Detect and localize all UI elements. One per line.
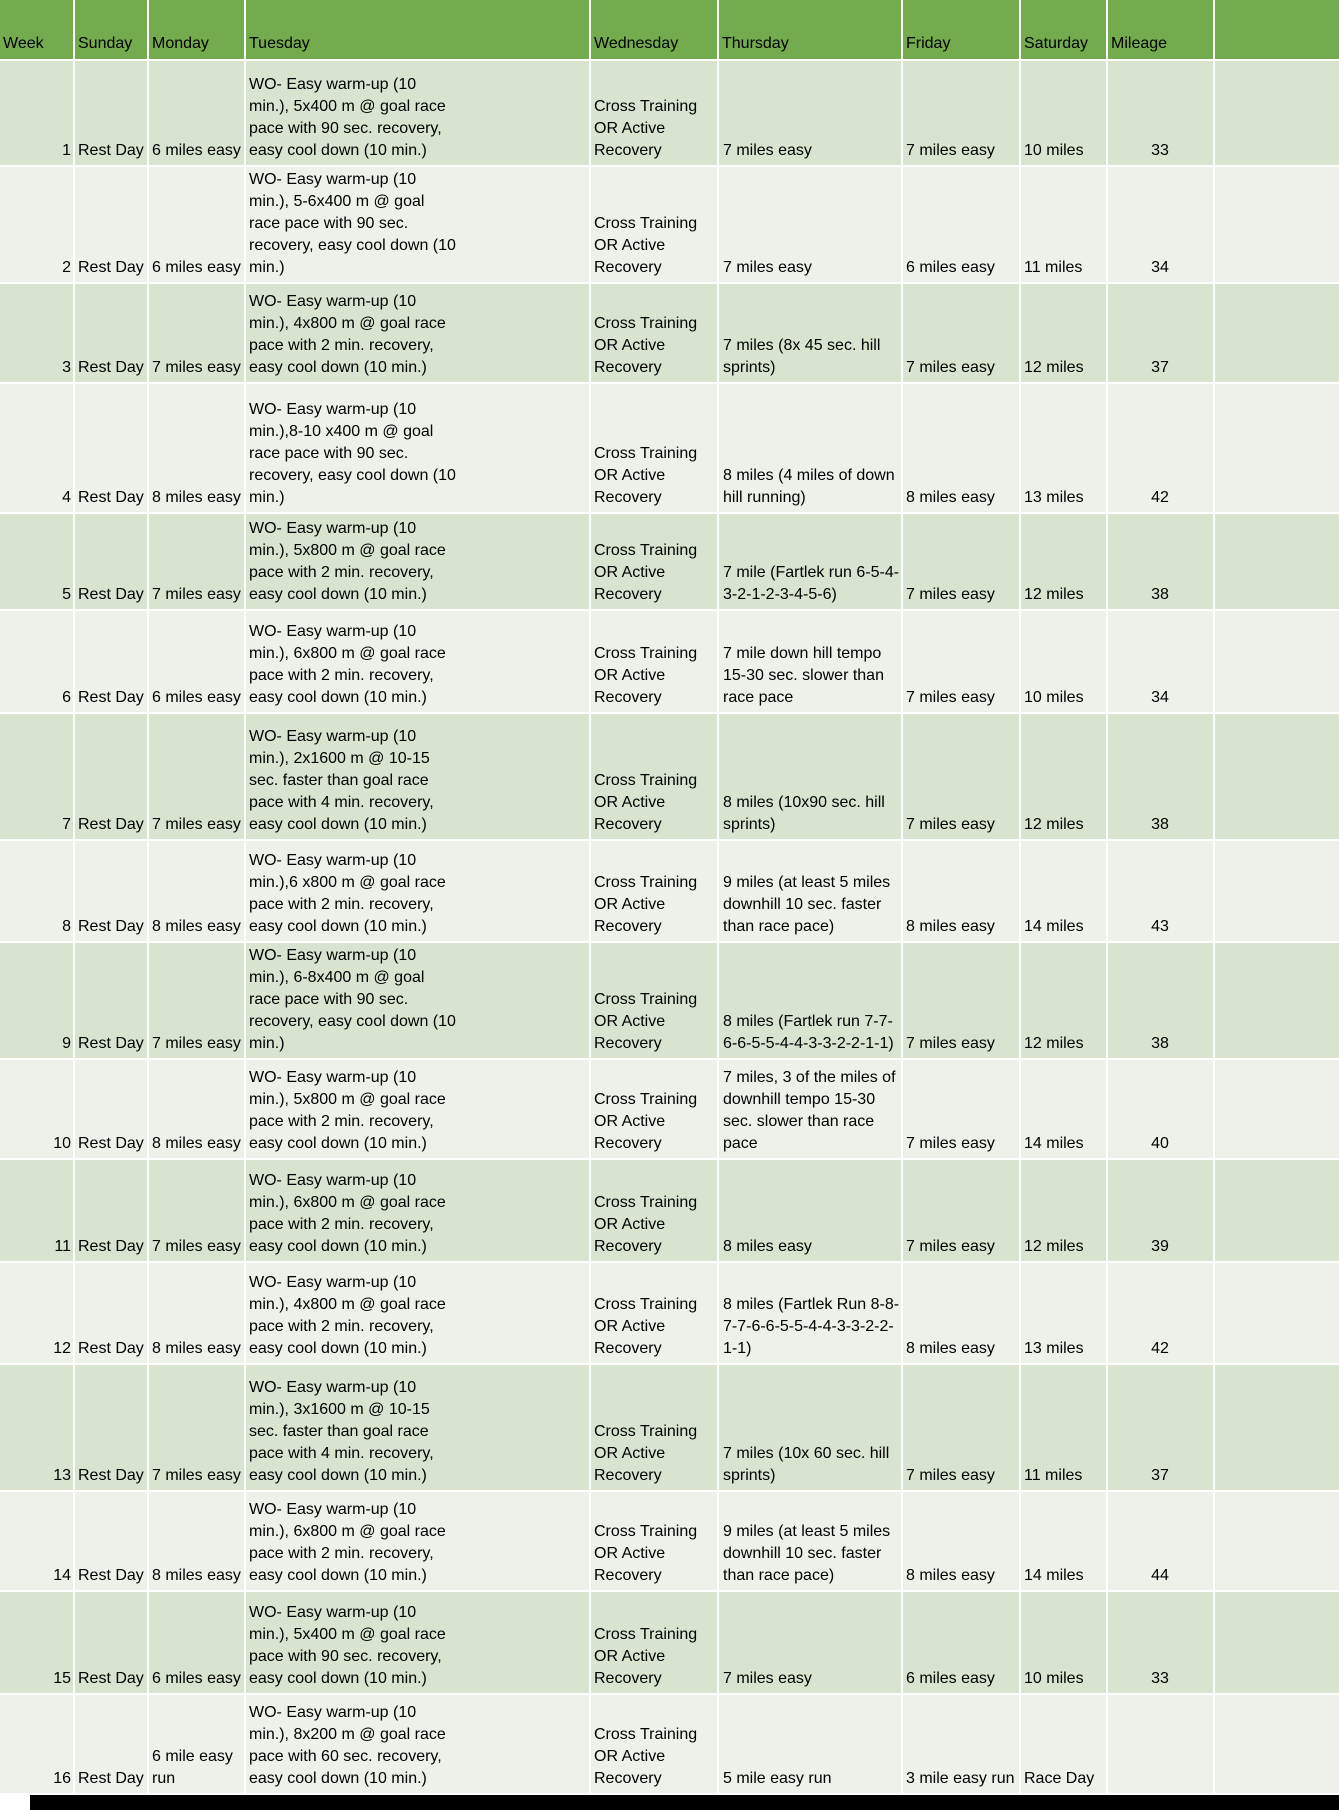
cell-week: 10 <box>0 1059 74 1159</box>
cell-tuesday <box>245 1694 590 1794</box>
workout-text: WO- Easy warm-up (10 min.),6 x800 m @ goal race pace with 2 min. recovery, easy cool down (10 min.) <box>249 852 446 935</box>
header-mileage: Mileage <box>1107 0 1214 60</box>
cell-wednesday: Cross Training OR Active Recovery <box>590 942 718 1059</box>
cell-friday: 8 miles easy <box>902 1262 1020 1364</box>
cell-wednesday: Cross Training OR Active Recovery <box>590 610 718 713</box>
cell-sunday: Rest Day <box>74 166 148 283</box>
cell-week: 1 <box>0 60 74 166</box>
cell-week: 11 <box>0 1159 74 1262</box>
cell-sunday: Rest Day <box>74 513 148 610</box>
cell-saturday: 12 miles <box>1020 942 1107 1059</box>
workout-text: WO- Easy warm-up (10 min.), 4x800 m @ goal race pace with 2 min. recovery, easy cool down (10 min.) <box>249 1274 446 1357</box>
cell-week: 9 <box>0 942 74 1059</box>
cell-saturday: 14 miles <box>1020 1491 1107 1591</box>
cell-monday: 8 miles easy <box>148 1059 245 1159</box>
cell-wednesday: Cross Training OR Active Recovery <box>590 840 718 942</box>
cell-saturday: 14 miles <box>1020 840 1107 942</box>
cell-friday: 7 miles easy <box>902 1159 1020 1262</box>
bottom-bar <box>0 1795 1339 1810</box>
cell-spacer <box>1214 1694 1339 1794</box>
cell-thursday: 7 miles (10x 60 sec. hill sprints) <box>718 1364 902 1491</box>
cell-saturday: 12 miles <box>1020 1159 1107 1262</box>
cell-mileage: 38 <box>1107 513 1214 610</box>
cell-thursday: 7 miles (8x 45 sec. hill sprints) <box>718 283 902 383</box>
week-row-14 <box>0 1491 1339 1591</box>
cell-sunday: Rest Day <box>74 1262 148 1364</box>
header-week: Week <box>0 0 74 60</box>
cell-thursday: 7 mile down hill tempo 15-30 sec. slower than race pace <box>718 610 902 713</box>
cell-wednesday: Cross Training OR Active Recovery <box>590 1694 718 1794</box>
cell-spacer <box>1214 1059 1339 1159</box>
cell-monday: 6 mile easy run <box>148 1694 245 1794</box>
cell-sunday: Rest Day <box>74 1491 148 1591</box>
cell-spacer <box>1214 166 1339 283</box>
week-row-15 <box>0 1591 1339 1694</box>
week-row-4 <box>0 383 1339 513</box>
cell-spacer <box>1214 513 1339 610</box>
workout-text: WO- Easy warm-up (10 min.), 5-6x400 m @ goal race pace with 90 sec. recovery, easy cool down (10 min.) <box>249 171 456 276</box>
workout-text: WO- Easy warm-up (10 min.), 6-8x400 m @ goal race pace with 90 sec. recovery, easy cool down (10 min.) <box>249 947 456 1052</box>
cell-friday: 7 miles easy <box>902 513 1020 610</box>
cell-thursday: 8 miles (Fartlek Run 8-8-7-7-6-6-5-5-4-4-3-3-2-2-1-1) <box>718 1262 902 1364</box>
workout-text: WO- Easy warm-up (10 min.), 5x800 m @ goal race pace with 2 min. recovery, easy cool down (10 min.) <box>249 520 446 603</box>
cell-spacer <box>1214 1491 1339 1591</box>
workout-text: WO- Easy warm-up (10 min.), 8x200 m @ goal race pace with 60 sec. recovery, easy cool down (10 min.) <box>249 1704 446 1787</box>
cell-tuesday <box>245 1262 590 1364</box>
cell-monday: 7 miles easy <box>148 283 245 383</box>
header-thursday: Thursday <box>718 0 902 60</box>
week-row-16 <box>0 1694 1339 1794</box>
cell-sunday: Rest Day <box>74 1364 148 1491</box>
cell-wednesday: Cross Training OR Active Recovery <box>590 513 718 610</box>
cell-tuesday <box>245 513 590 610</box>
cell-thursday: 9 miles (at least 5 miles downhill 10 sec. faster than race pace) <box>718 840 902 942</box>
cell-mileage: 33 <box>1107 60 1214 166</box>
cell-thursday: 8 miles (10x90 sec. hill sprints) <box>718 713 902 840</box>
cell-spacer <box>1214 1262 1339 1364</box>
cell-tuesday <box>245 942 590 1059</box>
header-monday: Monday <box>148 0 245 60</box>
cell-week: 2 <box>0 166 74 283</box>
week-row-12 <box>0 1262 1339 1364</box>
cell-tuesday <box>245 1491 590 1591</box>
bottom-bar-notch <box>0 1795 30 1810</box>
cell-spacer <box>1214 942 1339 1059</box>
cell-thursday: 7 miles, 3 of the miles of downhill tempo 15-30 sec. slower than race pace <box>718 1059 902 1159</box>
cell-sunday: Rest Day <box>74 942 148 1059</box>
workout-text: WO- Easy warm-up (10 min.), 5x800 m @ goal race pace with 2 min. recovery, easy cool down (10 min.) <box>249 1069 446 1152</box>
cell-monday: 7 miles easy <box>148 1364 245 1491</box>
cell-friday: 7 miles easy <box>902 713 1020 840</box>
workout-text: WO- Easy warm-up (10 min.), 2x1600 m @ 10-15 sec. faster than goal race pace with 4 min. recovery, easy cool down (10 min.) <box>249 728 434 833</box>
cell-mileage <box>1107 1694 1214 1794</box>
cell-monday: 6 miles easy <box>148 610 245 713</box>
workout-text: WO- Easy warm-up (10 min.), 6x800 m @ goal race pace with 2 min. recovery, easy cool down (10 min.) <box>249 623 446 706</box>
cell-thursday: 7 mile (Fartlek run 6-5-4-3-2-1-2-3-4-5-6) <box>718 513 902 610</box>
header-tuesday: Tuesday <box>245 0 590 60</box>
week-row-10 <box>0 1059 1339 1159</box>
training-table-body <box>0 60 1339 1794</box>
cell-monday: 8 miles easy <box>148 840 245 942</box>
cell-spacer <box>1214 283 1339 383</box>
cell-week: 12 <box>0 1262 74 1364</box>
cell-week: 4 <box>0 383 74 513</box>
cell-mileage: 38 <box>1107 713 1214 840</box>
workout-text: WO- Easy warm-up (10 min.), 4x800 m @ goal race pace with 2 min. recovery, easy cool down (10 min.) <box>249 293 446 376</box>
cell-tuesday <box>245 1591 590 1694</box>
cell-tuesday <box>245 383 590 513</box>
cell-wednesday: Cross Training OR Active Recovery <box>590 1491 718 1591</box>
table-header-row <box>0 0 1339 60</box>
cell-mileage: 43 <box>1107 840 1214 942</box>
cell-thursday: 9 miles (at least 5 miles downhill 10 sec. faster than race pace) <box>718 1491 902 1591</box>
cell-saturday: 10 miles <box>1020 60 1107 166</box>
workout-text: WO- Easy warm-up (10 min.), 5x400 m @ goal race pace with 90 sec. recovery, easy cool down (10 min.) <box>249 76 446 159</box>
cell-sunday: Rest Day <box>74 283 148 383</box>
cell-mileage: 37 <box>1107 283 1214 383</box>
cell-friday: 8 miles easy <box>902 840 1020 942</box>
cell-week: 15 <box>0 1591 74 1694</box>
cell-tuesday <box>245 1059 590 1159</box>
cell-thursday: 8 miles easy <box>718 1159 902 1262</box>
week-row-2 <box>0 166 1339 283</box>
workout-text: WO- Easy warm-up (10 min.), 6x800 m @ goal race pace with 2 min. recovery, easy cool down (10 min.) <box>249 1172 446 1255</box>
cell-wednesday: Cross Training OR Active Recovery <box>590 1364 718 1491</box>
cell-friday: 7 miles easy <box>902 942 1020 1059</box>
header-wednesday: Wednesday <box>590 0 718 60</box>
cell-spacer <box>1214 713 1339 840</box>
cell-wednesday: Cross Training OR Active Recovery <box>590 283 718 383</box>
cell-monday: 6 miles easy <box>148 60 245 166</box>
workout-text: WO- Easy warm-up (10 min.), 3x1600 m @ 10-15 sec. faster than goal race pace with 4 min. recovery, easy cool down (10 min.) <box>249 1379 434 1484</box>
cell-spacer <box>1214 60 1339 166</box>
cell-friday: 7 miles easy <box>902 1364 1020 1491</box>
cell-saturday: 13 miles <box>1020 383 1107 513</box>
cell-mileage: 33 <box>1107 1591 1214 1694</box>
week-row-7 <box>0 713 1339 840</box>
cell-saturday: 12 miles <box>1020 713 1107 840</box>
cell-week: 14 <box>0 1491 74 1591</box>
cell-spacer <box>1214 1364 1339 1491</box>
cell-sunday: Rest Day <box>74 610 148 713</box>
cell-mileage: 40 <box>1107 1059 1214 1159</box>
cell-sunday: Rest Day <box>74 1159 148 1262</box>
cell-friday: 3 mile easy run <box>902 1694 1020 1794</box>
week-row-11 <box>0 1159 1339 1262</box>
week-row-5 <box>0 513 1339 610</box>
cell-mileage: 42 <box>1107 383 1214 513</box>
cell-friday: 7 miles easy <box>902 283 1020 383</box>
cell-thursday: 8 miles (4 miles of down hill running) <box>718 383 902 513</box>
cell-wednesday: Cross Training OR Active Recovery <box>590 1159 718 1262</box>
cell-week: 3 <box>0 283 74 383</box>
cell-tuesday <box>245 1159 590 1262</box>
cell-monday: 6 miles easy <box>148 1591 245 1694</box>
workout-text: WO- Easy warm-up (10 min.), 6x800 m @ goal race pace with 2 min. recovery, easy cool down (10 min.) <box>249 1501 446 1584</box>
header-friday: Friday <box>902 0 1020 60</box>
cell-wednesday: Cross Training OR Active Recovery <box>590 166 718 283</box>
cell-monday: 6 miles easy <box>148 166 245 283</box>
cell-monday: 7 miles easy <box>148 942 245 1059</box>
cell-mileage: 34 <box>1107 610 1214 713</box>
cell-saturday: 12 miles <box>1020 513 1107 610</box>
cell-thursday: 5 mile easy run <box>718 1694 902 1794</box>
cell-week: 16 <box>0 1694 74 1794</box>
header-spacer <box>1214 0 1339 60</box>
cell-friday: 6 miles easy <box>902 166 1020 283</box>
cell-monday: 8 miles easy <box>148 383 245 513</box>
cell-tuesday <box>245 713 590 840</box>
cell-friday: 6 miles easy <box>902 1591 1020 1694</box>
cell-week: 5 <box>0 513 74 610</box>
cell-friday: 7 miles easy <box>902 60 1020 166</box>
cell-monday: 8 miles easy <box>148 1262 245 1364</box>
cell-week: 8 <box>0 840 74 942</box>
cell-saturday: 12 miles <box>1020 283 1107 383</box>
week-row-9 <box>0 942 1339 1059</box>
week-row-8 <box>0 840 1339 942</box>
week-row-6 <box>0 610 1339 713</box>
cell-tuesday <box>245 166 590 283</box>
cell-spacer <box>1214 610 1339 713</box>
cell-sunday: Rest Day <box>74 713 148 840</box>
cell-tuesday <box>245 1364 590 1491</box>
cell-wednesday: Cross Training OR Active Recovery <box>590 383 718 513</box>
cell-mileage: 42 <box>1107 1262 1214 1364</box>
cell-saturday: 10 miles <box>1020 610 1107 713</box>
cell-sunday: Rest Day <box>74 1059 148 1159</box>
cell-saturday: 13 miles <box>1020 1262 1107 1364</box>
cell-friday: 8 miles easy <box>902 1491 1020 1591</box>
cell-wednesday: Cross Training OR Active Recovery <box>590 1262 718 1364</box>
cell-monday: 7 miles easy <box>148 1159 245 1262</box>
cell-week: 7 <box>0 713 74 840</box>
cell-sunday: Rest Day <box>74 60 148 166</box>
cell-mileage: 39 <box>1107 1159 1214 1262</box>
workout-text: WO- Easy warm-up (10 min.), 5x400 m @ goal race pace with 90 sec. recovery, easy cool down (10 min.) <box>249 1604 446 1687</box>
week-row-13 <box>0 1364 1339 1491</box>
header-saturday: Saturday <box>1020 0 1107 60</box>
week-row-1 <box>0 60 1339 166</box>
cell-monday: 7 miles easy <box>148 713 245 840</box>
cell-tuesday <box>245 610 590 713</box>
cell-saturday: 14 miles <box>1020 1059 1107 1159</box>
cell-spacer <box>1214 383 1339 513</box>
cell-friday: 7 miles easy <box>902 1059 1020 1159</box>
cell-mileage: 34 <box>1107 166 1214 283</box>
cell-wednesday: Cross Training OR Active Recovery <box>590 60 718 166</box>
cell-friday: 8 miles easy <box>902 383 1020 513</box>
cell-wednesday: Cross Training OR Active Recovery <box>590 1591 718 1694</box>
cell-thursday: 7 miles easy <box>718 166 902 283</box>
cell-spacer <box>1214 840 1339 942</box>
cell-spacer <box>1214 1159 1339 1262</box>
cell-friday: 7 miles easy <box>902 610 1020 713</box>
cell-tuesday <box>245 840 590 942</box>
cell-saturday: 11 miles <box>1020 1364 1107 1491</box>
bottom-bar-fill <box>30 1795 1339 1810</box>
cell-thursday: 7 miles easy <box>718 1591 902 1694</box>
cell-mileage: 38 <box>1107 942 1214 1059</box>
cell-wednesday: Cross Training OR Active Recovery <box>590 1059 718 1159</box>
cell-sunday: Rest Day <box>74 1694 148 1794</box>
cell-monday: 7 miles easy <box>148 513 245 610</box>
cell-sunday: Rest Day <box>74 840 148 942</box>
cell-week: 13 <box>0 1364 74 1491</box>
cell-monday: 8 miles easy <box>148 1491 245 1591</box>
cell-mileage: 44 <box>1107 1491 1214 1591</box>
cell-thursday: 7 miles easy <box>718 60 902 166</box>
workout-text: WO- Easy warm-up (10 min.),8-10 x400 m @ goal race pace with 90 sec. recovery, easy cool down (10 min.) <box>249 401 456 506</box>
cell-wednesday: Cross Training OR Active Recovery <box>590 713 718 840</box>
cell-mileage: 37 <box>1107 1364 1214 1491</box>
cell-saturday: 11 miles <box>1020 166 1107 283</box>
header-sunday: Sunday <box>74 0 148 60</box>
week-row-3 <box>0 283 1339 383</box>
cell-spacer <box>1214 1591 1339 1694</box>
cell-saturday: 10 miles <box>1020 1591 1107 1694</box>
cell-week: 6 <box>0 610 74 713</box>
cell-tuesday <box>245 283 590 383</box>
cell-tuesday <box>245 60 590 166</box>
cell-sunday: Rest Day <box>74 1591 148 1694</box>
cell-sunday: Rest Day <box>74 383 148 513</box>
cell-thursday: 8 miles (Fartlek run 7-7-6-6-5-5-4-4-3-3-2-2-1-1) <box>718 942 902 1059</box>
cell-saturday: Race Day <box>1020 1694 1107 1794</box>
